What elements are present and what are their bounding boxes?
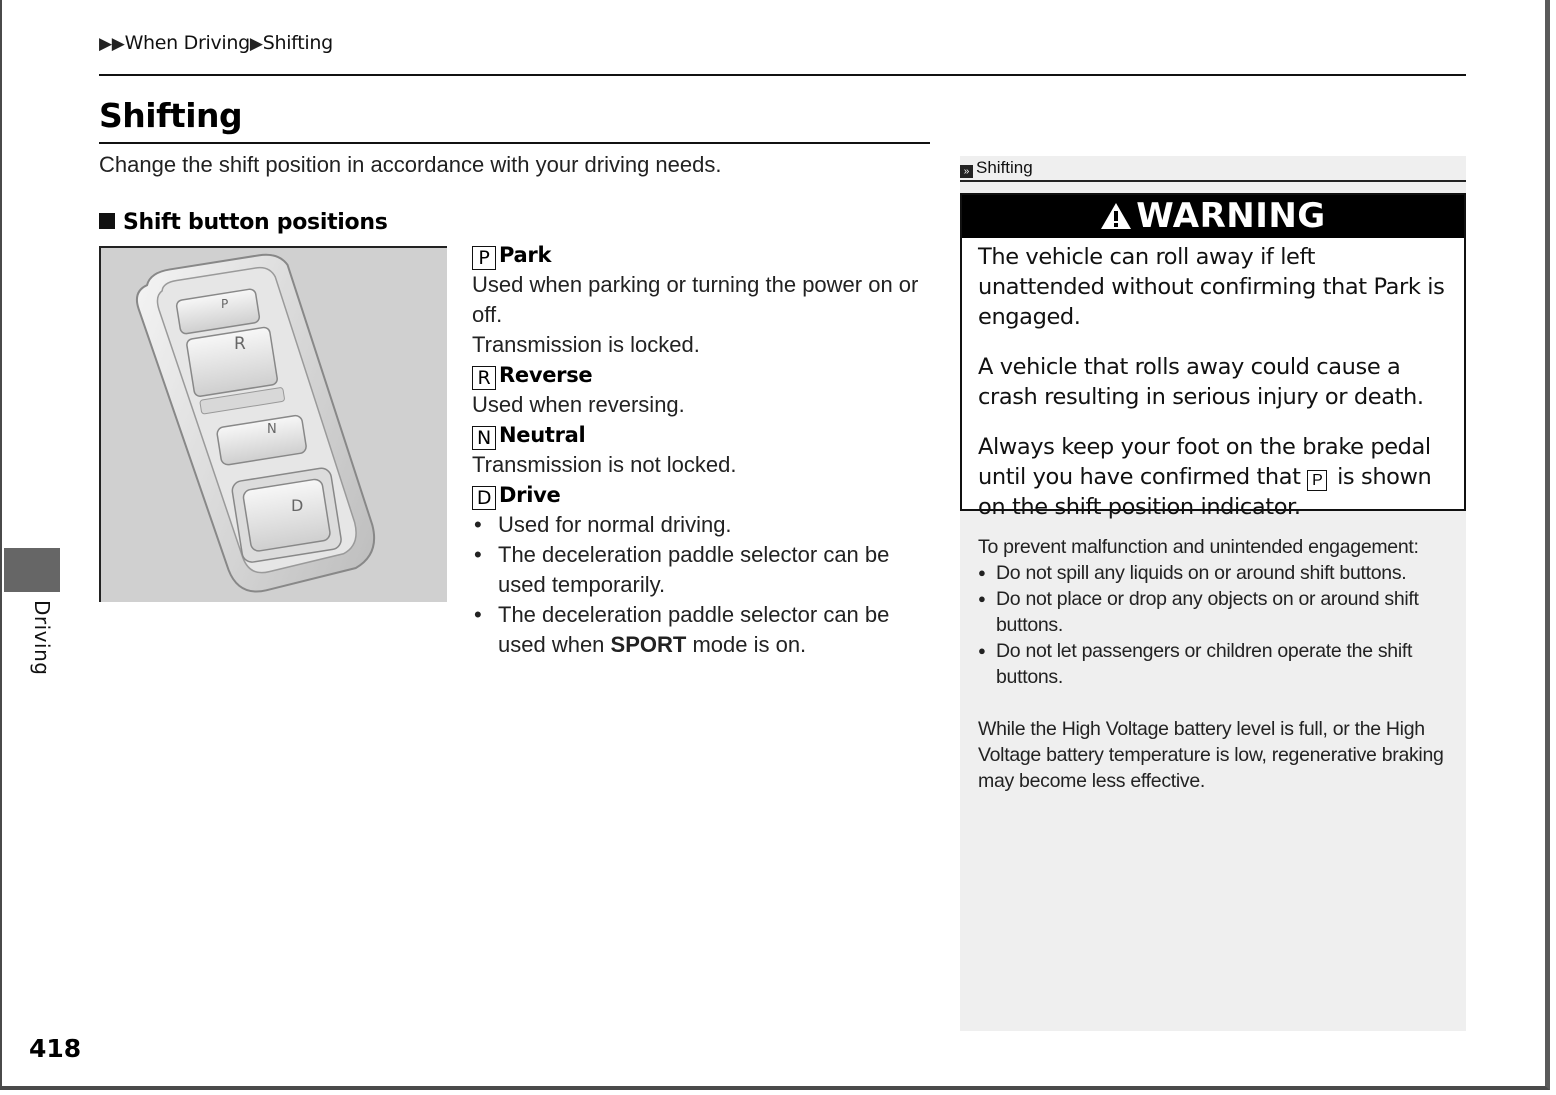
title-divider [99, 142, 930, 144]
key-r-icon: R [472, 366, 496, 390]
square-bullet-icon [99, 213, 115, 229]
sidebar-heading [960, 156, 1466, 182]
shift-console-icon [101, 248, 447, 602]
park-desc-1: Used when parking or turning the power on or off. [472, 272, 919, 327]
warning-body [962, 238, 1464, 522]
breadcrumb [99, 32, 333, 54]
note-intro: To prevent malfunction and unintended engagement: [978, 536, 1419, 558]
key-p-icon: P [472, 246, 496, 270]
list-item: ● Do not place or drop any objects on or around shift buttons. [978, 586, 1458, 638]
note-paragraph-2: While the High Voltage battery level is full, or the High Voltage battery temperature is low, regenerative braking may become less effective. [978, 718, 1444, 792]
chapter-tab-label: Driving [30, 600, 54, 676]
warning-paragraph-1: The vehicle can roll away if left unattended without confirming that Park is engaged. [978, 244, 1445, 330]
key-p-icon: P [1307, 470, 1327, 491]
position-neutral [472, 420, 932, 480]
drive-bullets [472, 510, 932, 660]
warning-paragraph-3: Always keep your foot on the brake pedal until you have confirmed that P is shown on the shift position indicator. [978, 434, 1432, 520]
svg-text:R: R [234, 334, 246, 354]
warning-triangle-icon [1100, 202, 1132, 230]
double-arrow-icon: » [960, 165, 973, 178]
shift-buttons-illustration [99, 246, 447, 602]
svg-text:N: N [267, 422, 277, 437]
list-item: • The deceleration paddle selector can be used when SPORT mode is on. [472, 600, 932, 660]
warning-paragraph-2: A vehicle that rolls away could cause a crash resulting in serious injury or death. [978, 354, 1424, 410]
shift-positions-list [472, 240, 932, 660]
position-park-label: Park [499, 243, 552, 267]
key-n-icon: N [472, 426, 496, 450]
position-reverse-label: Reverse [499, 363, 593, 387]
breadcrumb-item-shifting[interactable]: Shifting [262, 32, 333, 54]
position-reverse [472, 360, 932, 420]
position-drive-label: Drive [499, 483, 561, 507]
reverse-desc-1: Used when reversing. [472, 392, 685, 417]
position-park [472, 240, 932, 360]
sport-mode-label: SPORT [610, 632, 687, 657]
position-neutral-label: Neutral [499, 423, 586, 447]
breadcrumb-separator-icon: ▶ [249, 34, 263, 54]
note-list [978, 560, 1458, 690]
svg-text:P: P [221, 297, 229, 311]
warning-title: WARNING [1136, 196, 1326, 236]
svg-text:D: D [291, 496, 304, 515]
page-number: 418 [29, 1034, 82, 1063]
list-item: • Used for normal driving. [472, 510, 932, 540]
warning-box [960, 193, 1466, 520]
key-d-icon: D [472, 486, 496, 510]
position-drive [472, 480, 932, 660]
park-desc-2: Transmission is locked. [472, 332, 700, 357]
page-title: Shifting [99, 96, 243, 135]
breadcrumb-item-when-driving[interactable]: When Driving [124, 32, 250, 54]
list-item: ● Do not let passengers or children operate the shift buttons. [978, 638, 1458, 690]
warning-header [962, 195, 1464, 238]
chapter-tab[interactable] [4, 548, 60, 592]
header-divider [99, 74, 1466, 76]
sidebar-heading-label: Shifting [976, 158, 1033, 177]
neutral-desc-1: Transmission is not locked. [472, 452, 737, 477]
list-item: ● Do not spill any liquids on or around shift buttons. [978, 560, 1458, 586]
breadcrumb-arrow-icon: ▶▶ [99, 34, 125, 54]
list-item: • The deceleration paddle selector can be used temporarily. [472, 540, 932, 600]
sidebar-notes [978, 534, 1458, 794]
section-heading-label: Shift button positions [123, 210, 388, 235]
section-heading [99, 210, 388, 235]
intro-text: Change the shift position in accordance with your driving needs. [99, 152, 722, 177]
